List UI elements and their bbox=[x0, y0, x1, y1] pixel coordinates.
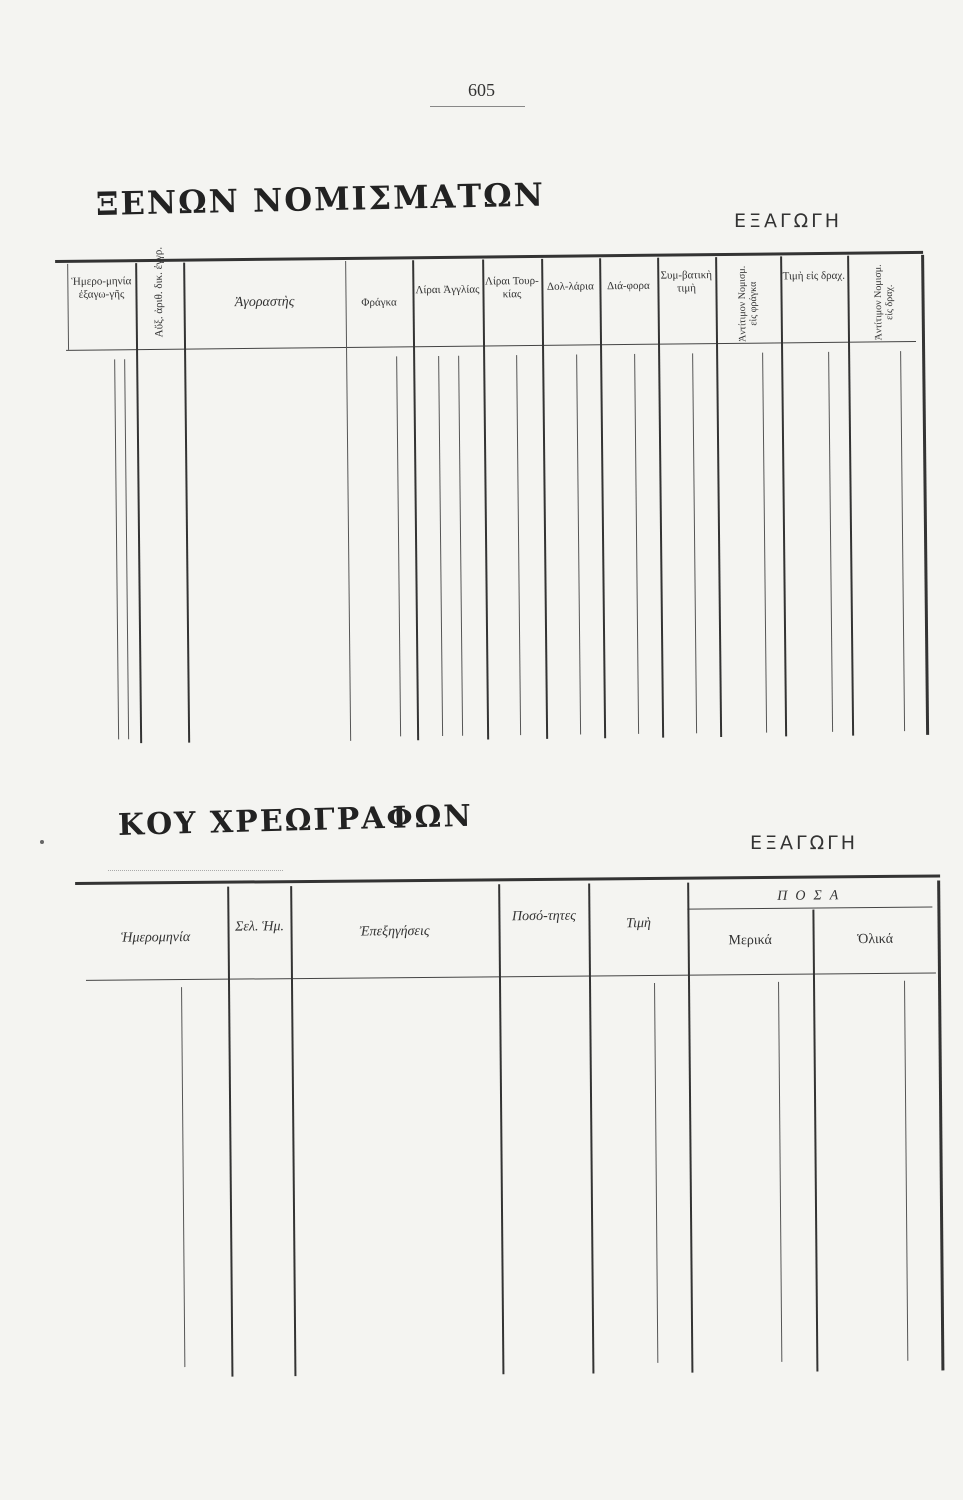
column-rule bbox=[599, 258, 606, 738]
col-header-pounds-turkey: Λίραι Τουρ-κίας bbox=[484, 274, 539, 301]
section2-label: ΕΞΑΓΩΓΗ bbox=[750, 832, 858, 854]
column-rule bbox=[181, 987, 185, 1367]
col-header-various: Διά-φορα bbox=[607, 279, 650, 293]
margin-dot bbox=[40, 840, 44, 844]
column-rule bbox=[588, 884, 594, 1374]
column-rule bbox=[516, 355, 521, 735]
col-header-contract-price: Συμ-βατικὴ τιμὴ bbox=[660, 269, 713, 295]
column-rule bbox=[438, 356, 443, 736]
column-rule bbox=[183, 263, 190, 743]
section1-title: ΞΕΝΩΝ ΝΟΜΙΣΜΑΤΩΝ bbox=[95, 175, 546, 223]
col-header-buyer: Ἀγοραστὴς bbox=[234, 294, 295, 311]
col-header-date: Ἡμερομηνία bbox=[120, 929, 191, 946]
column-rule bbox=[412, 260, 419, 740]
col-header-francs: Φράγκα bbox=[361, 296, 397, 309]
column-rule bbox=[290, 886, 296, 1376]
column-rule bbox=[715, 257, 722, 737]
column-rule bbox=[657, 258, 664, 738]
column-rule bbox=[135, 263, 142, 743]
column-rule bbox=[828, 352, 833, 732]
col-header-date: Ἡμερο-μηνία ἐξαγω-γῆς bbox=[71, 275, 132, 301]
table-top-rule bbox=[75, 874, 940, 885]
column-rule bbox=[227, 887, 233, 1377]
securities-ledger-table bbox=[75, 860, 950, 1388]
column-rule bbox=[847, 256, 854, 736]
column-rule bbox=[687, 883, 693, 1373]
col-header-pounds-england: Λίραι Ἀγγλίας bbox=[415, 283, 480, 297]
section1-label: ΕΞΑΓΩΓΗ bbox=[734, 210, 842, 232]
section2-title: ΚΟΥ ΧΡΕΩΓΡΑΦΩΝ bbox=[117, 798, 474, 843]
table-right-rule bbox=[921, 255, 929, 735]
col-header-total: Ὁλικά bbox=[857, 931, 894, 948]
col-header-value-drachmas: Ἀντίτιμον Νομισμ. εἰς δραχ. bbox=[872, 264, 896, 341]
table-top-rule bbox=[55, 251, 923, 263]
column-rule bbox=[124, 359, 129, 739]
col-header-value-francs: Ἀντίτιμον Νομισμ. εἰς φράγκα bbox=[736, 265, 760, 342]
column-rule bbox=[114, 359, 119, 739]
column-rule bbox=[576, 355, 581, 735]
posa-underline bbox=[687, 907, 932, 910]
column-rule bbox=[458, 356, 463, 736]
column-rule bbox=[900, 351, 905, 731]
column-rule bbox=[778, 982, 782, 1362]
page-number-rule bbox=[430, 106, 525, 107]
col-header-partial: Μερικά bbox=[728, 932, 772, 949]
column-rule bbox=[780, 256, 787, 736]
table-right-rule bbox=[937, 880, 944, 1370]
page-number: 605 bbox=[468, 80, 495, 100]
column-rule bbox=[692, 353, 697, 733]
column-rule bbox=[498, 884, 504, 1374]
column-rule bbox=[762, 353, 767, 733]
col-header-price: Τιμὴ bbox=[625, 915, 652, 932]
column-rule bbox=[634, 354, 639, 734]
col-header-entry-no: Αὔξ. ἀριθ. δικ. ἐγγρ. bbox=[152, 246, 166, 338]
col-header-amounts: ΠΟΣΑ bbox=[777, 888, 847, 904]
header-bottom-rule bbox=[86, 972, 936, 980]
column-rule bbox=[812, 910, 818, 1372]
column-rule bbox=[904, 981, 908, 1361]
currency-ledger-table bbox=[55, 241, 940, 750]
column-rule bbox=[345, 261, 351, 741]
column-rule bbox=[482, 260, 489, 740]
column-rule bbox=[541, 259, 548, 739]
column-rule bbox=[654, 983, 658, 1363]
col-header-price-drachmas: Τιμὴ εἰς δραχ. bbox=[782, 269, 846, 283]
col-header-page: Σελ. Ἡμ. bbox=[235, 919, 285, 935]
col-header-explanations: Ἐπεξηγήσεις bbox=[359, 923, 430, 940]
header-bottom-rule bbox=[66, 341, 916, 351]
column-rule bbox=[396, 356, 401, 736]
col-header-quantities: Ποσό-τητες bbox=[511, 908, 576, 925]
col-header-dollars: Δολ-λάρια bbox=[546, 280, 594, 293]
